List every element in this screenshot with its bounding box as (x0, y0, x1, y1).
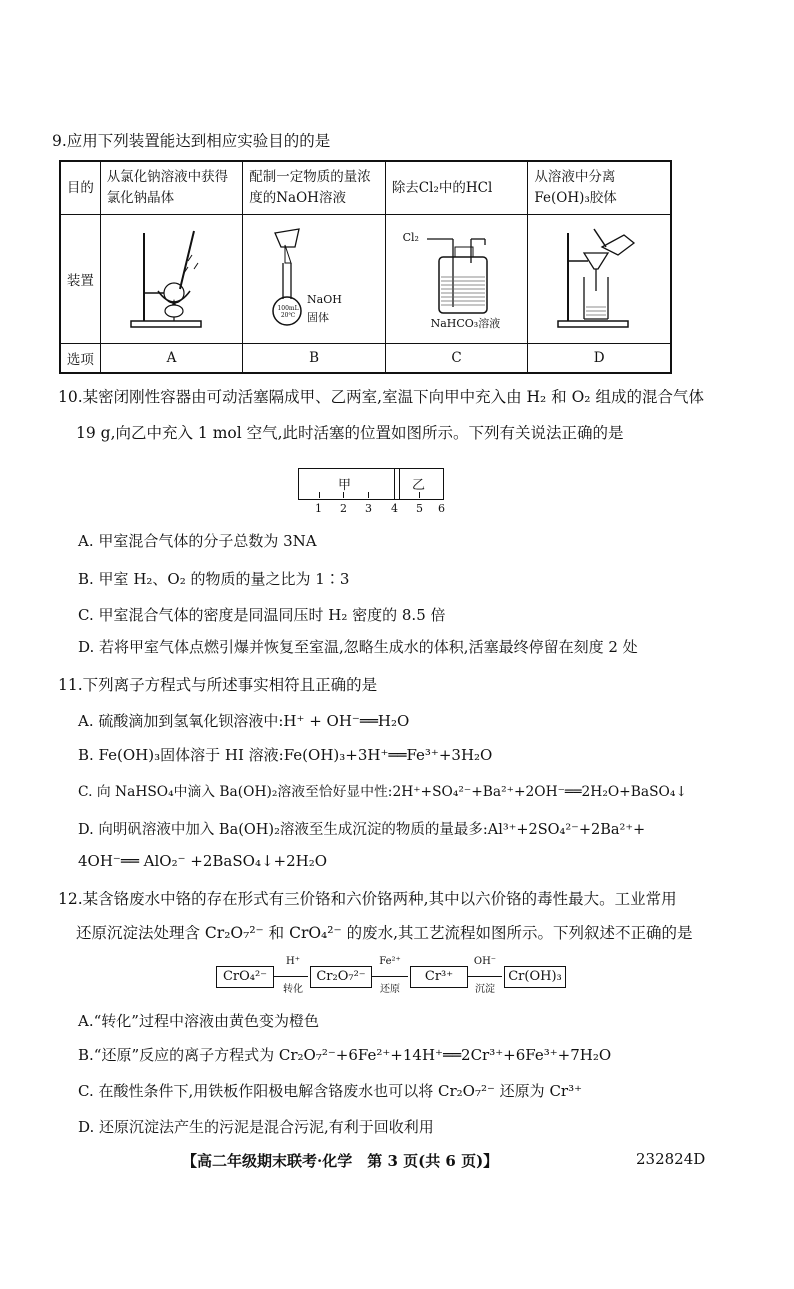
q10-option-d: D. 若将甲室气体点燃引爆并恢复至室温,忽略生成水的体积,活塞最终停留在刻度 2 处 (78, 638, 638, 656)
flow-arrow2 (372, 976, 408, 977)
tick-4: 4 (391, 502, 398, 515)
option-header: 选项 (60, 344, 100, 374)
device-header: 装置 (60, 215, 100, 344)
flow-arrow2-bottom: 还原 (380, 984, 400, 995)
purpose-a: 从氯化钠溶液中获得氯化钠晶体 (100, 161, 243, 215)
tick-mark-2 (343, 492, 344, 498)
tick-mark-1 (319, 492, 320, 498)
option-a-label: A (100, 344, 243, 374)
cl2-label: Cl₂ (402, 231, 419, 244)
flow-arrow3-bottom: 沉淀 (475, 984, 495, 995)
device-b-cell (243, 215, 386, 344)
flow-box-cr-oh3: Cr(OH)₃ (504, 966, 566, 988)
exam-code: 232824D (636, 1150, 706, 1168)
piston-container-figure (298, 468, 448, 518)
tick-1: 1 (315, 502, 322, 515)
option-c-label: C (385, 344, 528, 374)
q11-option-b: B. Fe(OH)₃固体溶于 HI 溶液:Fe(OH)₃+3H⁺══Fe³⁺+3H₂O (78, 746, 493, 764)
q12-option-b: B.“还原”反应的离子方程式为 Cr₂O₇²⁻+6Fe²⁺+14H⁺══2Cr³⁺+6Fe³⁺+7H₂O (78, 1046, 612, 1064)
q12-option-a: A.“转化”过程中溶液由黄色变为橙色 (78, 1012, 319, 1030)
purpose-d: 从溶液中分离Fe(OH)₃胶体 (528, 161, 671, 215)
tick-5: 5 (416, 502, 423, 515)
q12-option-c: C. 在酸性条件下,用铁板作阳极电解含铬废水也可以将 Cr₂O₇²⁻ 还原为 Cr³⁺ (78, 1082, 583, 1100)
flask-volume-label: 100mL 20℃ (277, 305, 299, 319)
flow-arrow1-top: H⁺ (286, 956, 300, 967)
flow-box-dichromate: Cr₂O₇²⁻ (310, 966, 372, 988)
q11-stem: 11.下列离子方程式与所述事实相符且正确的是 (58, 676, 378, 694)
page-footer: 【高二年级期末联考·化学 第 3 页(共 6 页)】 (182, 1152, 499, 1170)
solid-label: 固体 (307, 311, 330, 324)
q10-option-b: B. 甲室 H₂、O₂ 的物质的量之比为 1∶3 (78, 570, 350, 588)
tick-3: 3 (365, 502, 372, 515)
chromium-process-flow (216, 958, 566, 998)
filtration-apparatus-illustration (544, 221, 654, 333)
nahco3-label: NaHCO₃溶液 (430, 317, 501, 330)
q10-option-a: A. 甲室混合气体的分子总数为 3NA (78, 532, 317, 550)
flow-arrow1-bottom: 转化 (283, 984, 303, 995)
q12-stem-line2: 还原沉淀法处理含 Cr₂O₇²⁻ 和 CrO₄²⁻ 的废水,其工艺流程如图所示。下列叙述不正确的是 (76, 924, 693, 942)
q10-stem-line2: 19 g,向乙中充入 1 mol 空气,此时活塞的位置如图所示。下列有关说法正确的是 (76, 424, 624, 442)
flow-arrow2-top: Fe²⁺ (379, 956, 401, 967)
q10-stem-line1: 10.某密闭刚性容器由可动活塞隔成甲、乙两室,室温下向甲中充入由 H₂ 和 O₂ 组成的混合气体 (58, 388, 704, 406)
tick-mark-5 (419, 492, 420, 498)
q10-option-c: C. 甲室混合气体的密度是同温同压时 H₂ 密度的 8.5 倍 (78, 606, 446, 624)
chamber-jia-label: 甲 (338, 478, 352, 493)
flow-box-chromate: CrO₄²⁻ (216, 966, 274, 988)
q9-stem: 9.应用下列装置能达到相应实验目的的是 (52, 132, 331, 150)
q11-option-d-line2: 4OH⁻══ AlO₂⁻ +2BaSO₄↓+2H₂O (78, 852, 328, 870)
device-c-cell (385, 215, 528, 344)
q11-option-c: C. 向 NaHSO₄中滴入 Ba(OH)₂溶液至恰好显中性:2H⁺+SO₄²⁻+Ba²⁺+2OH⁻══2H₂O+BaSO₄↓ (78, 784, 687, 800)
naoh-label: NaOH (307, 293, 342, 306)
tick-mark-3 (368, 492, 369, 498)
flow-arrow3-top: OH⁻ (473, 956, 497, 967)
chamber-yi-label: 乙 (412, 478, 426, 493)
q12-stem-line1: 12.某含铬废水中铬的存在形式有三价铬和六价铬两种,其中以六价铬的毒性最大。工业常用 (58, 890, 677, 908)
q9-table (59, 160, 672, 374)
option-b-label: B (243, 344, 386, 374)
evaporation-apparatus-illustration (116, 221, 226, 333)
purpose-c: 除去Cl₂中的HCl (385, 161, 528, 215)
option-d-label: D (528, 344, 671, 374)
q12-option-d: D. 还原沉淀法产生的污泥是混合污泥,有利于回收利用 (78, 1118, 434, 1136)
flow-arrow1 (274, 976, 308, 977)
tick-2: 2 (340, 502, 347, 515)
flow-arrow3 (468, 976, 502, 977)
tick-6: 6 (438, 502, 445, 515)
purpose-b: 配制一定物质的量浓度的NaOH溶液 (243, 161, 386, 215)
piston (394, 468, 400, 500)
device-a-cell (100, 215, 243, 344)
purpose-header: 目的 (60, 161, 100, 215)
device-d-cell (528, 215, 671, 344)
q11-option-d: D. 向明矾溶液中加入 Ba(OH)₂溶液至生成沉淀的物质的量最多:Al³⁺+2SO₄²⁻+2Ba²⁺+ (78, 822, 646, 838)
flow-box-cr3: Cr³⁺ (410, 966, 468, 988)
q11-option-a: A. 硫酸滴加到氢氧化钡溶液中:H⁺ + OH⁻══H₂O (78, 712, 410, 730)
